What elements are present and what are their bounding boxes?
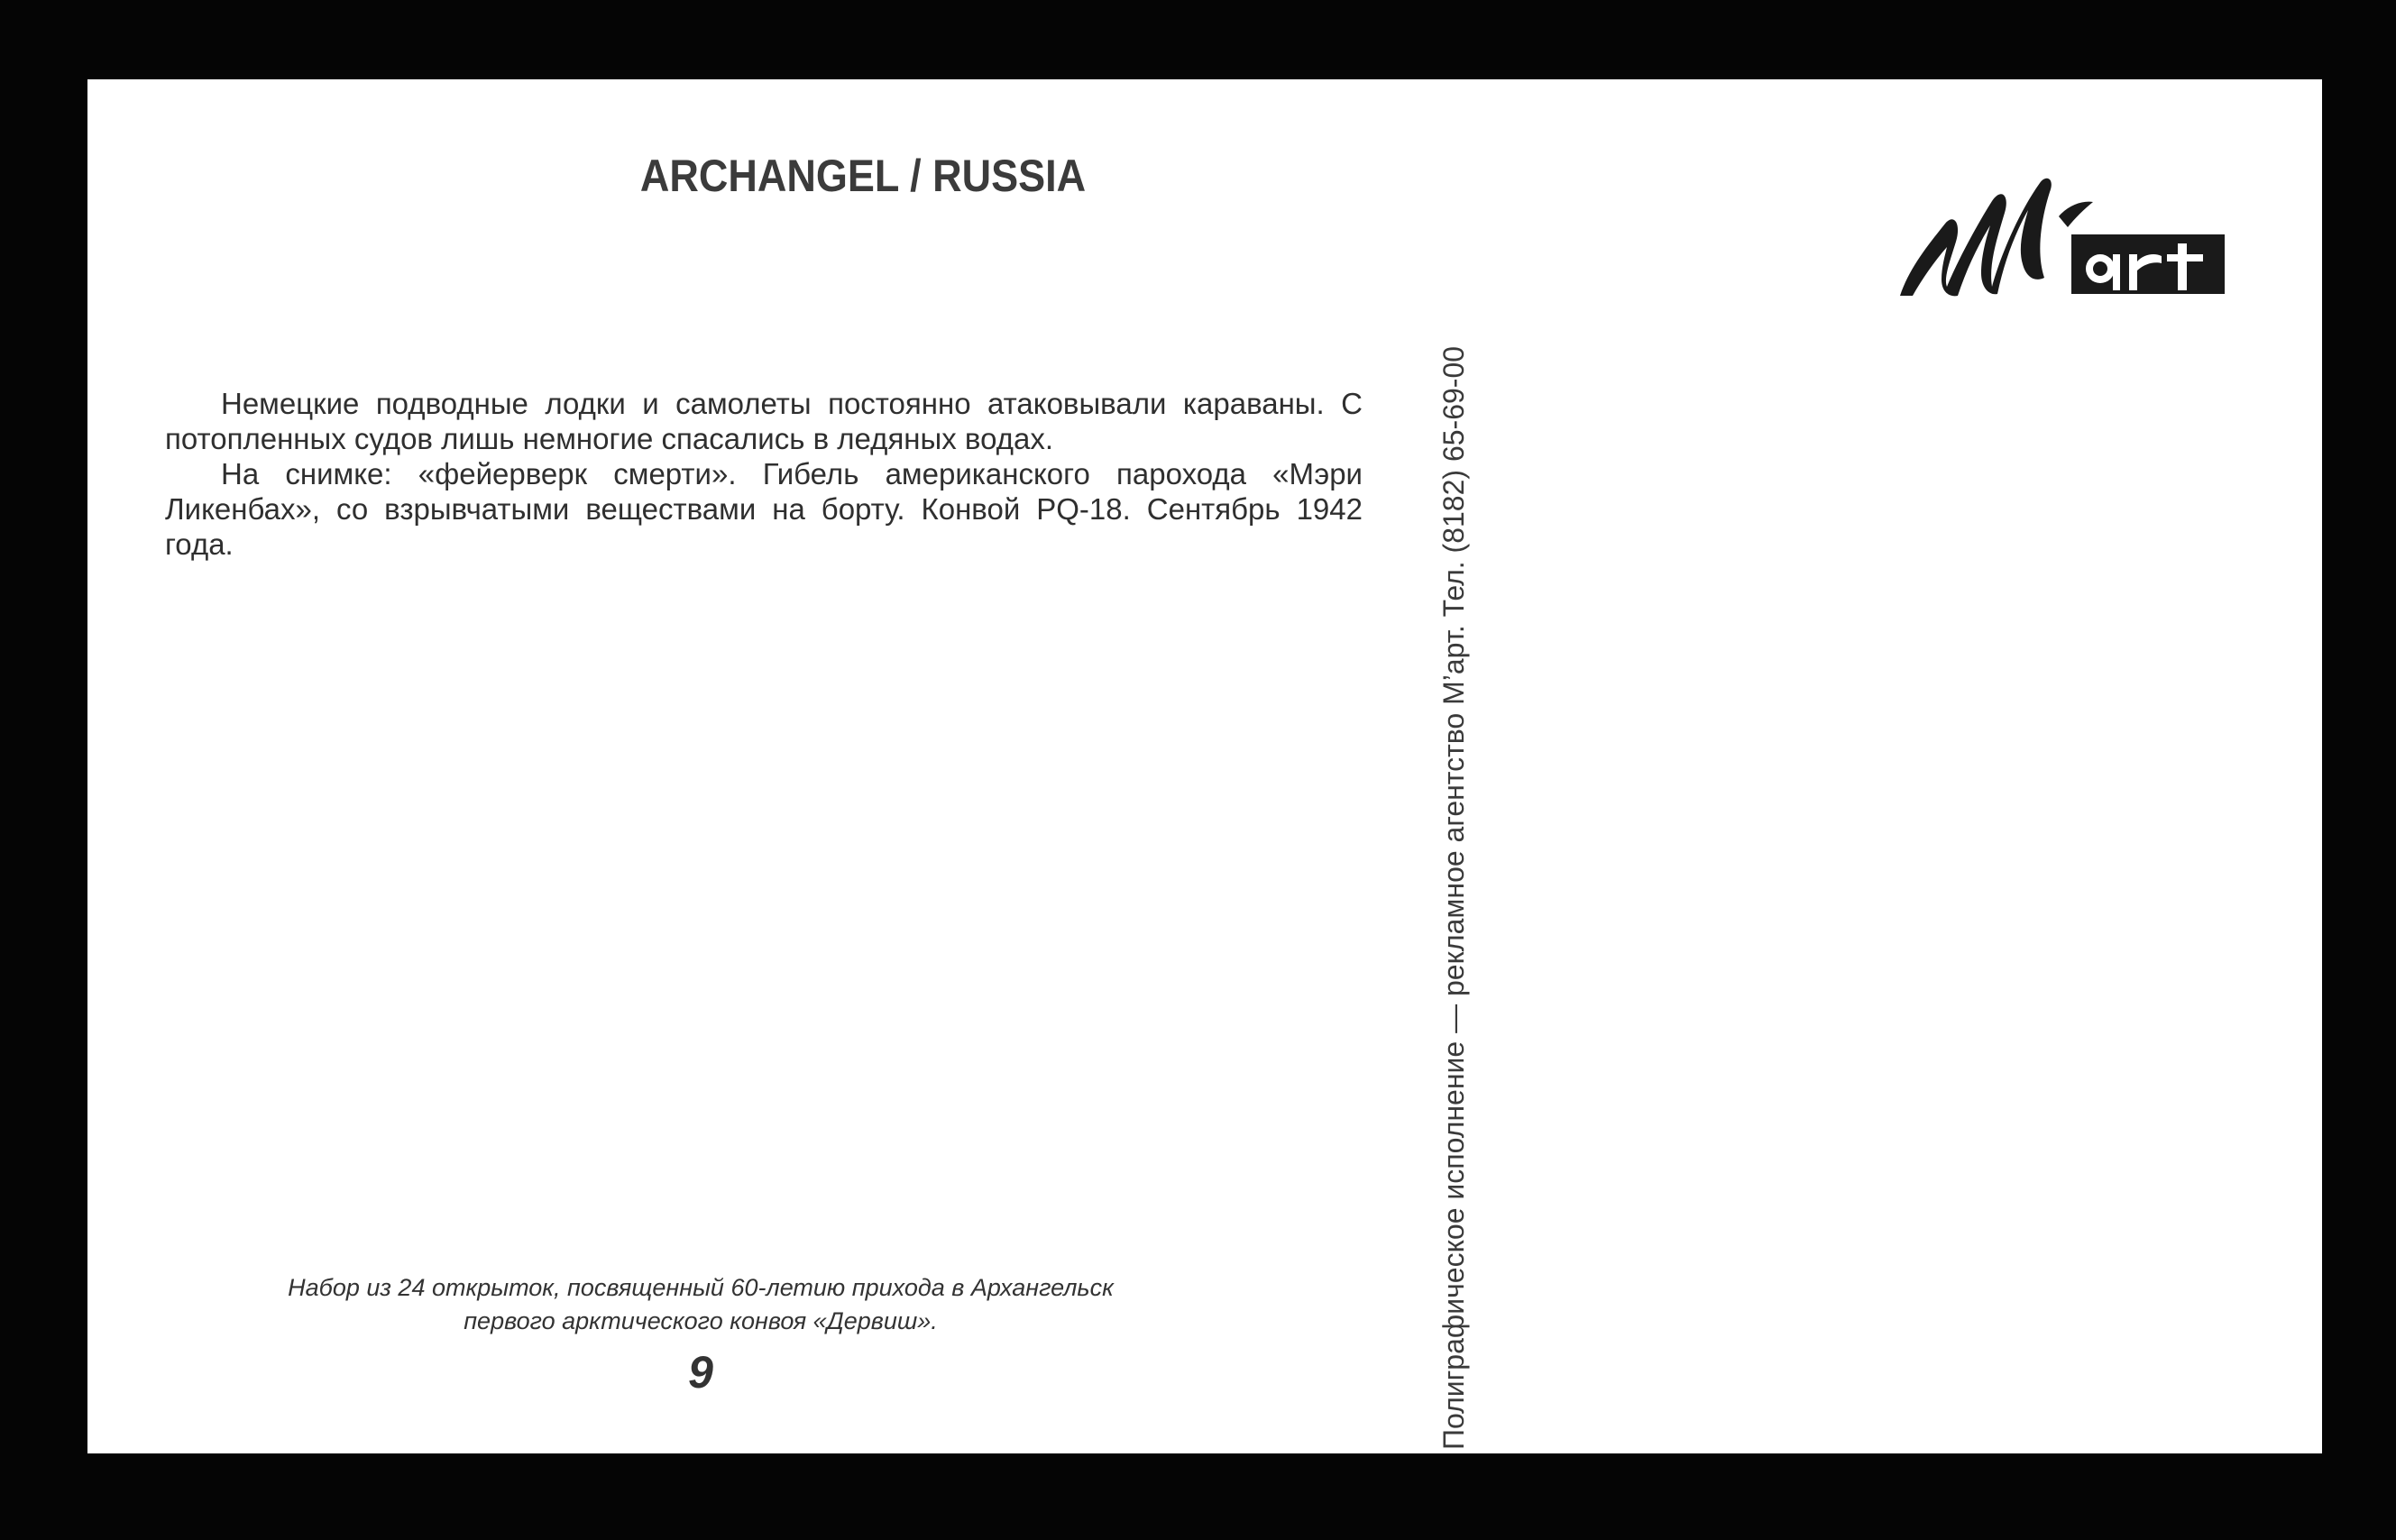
description-text: [165, 386, 1363, 562]
vertical-imprint: Полиграфическое исполнение — рекламное агентство М’арт. Тел. (8182) 65-69-00: [1437, 345, 1470, 1450]
vertical-imprint-container: [1431, 215, 1476, 1450]
set-caption-line-2: первого арктического конвоя «Дервиш».: [464, 1307, 938, 1334]
description-paragraph-1: Немецкие подводные лодки и самолеты постоянно атаковывали караваны. С потопленных судов лишь немногие спасались в ледяных водах.: [165, 387, 1363, 455]
mart-logo-icon: [1891, 160, 2234, 305]
postcard-title: ARCHANGEL / RUSSIA: [639, 151, 1087, 201]
card-number: 9: [688, 1347, 713, 1398]
set-caption: [232, 1271, 1170, 1338]
description-paragraph-2: На снимке: «фейерверк смерти». Гибель американского парохода «Мэри Ликенбах», со взрывчатыми веществами на борту. Конвой PQ-18. Сентябрь 1942 года.: [165, 457, 1363, 561]
set-caption-line-1: Набор из 24 открыток, посвященный 60-летию прихода в Архангельск: [288, 1274, 1114, 1301]
postcard-back: [87, 79, 2322, 1453]
